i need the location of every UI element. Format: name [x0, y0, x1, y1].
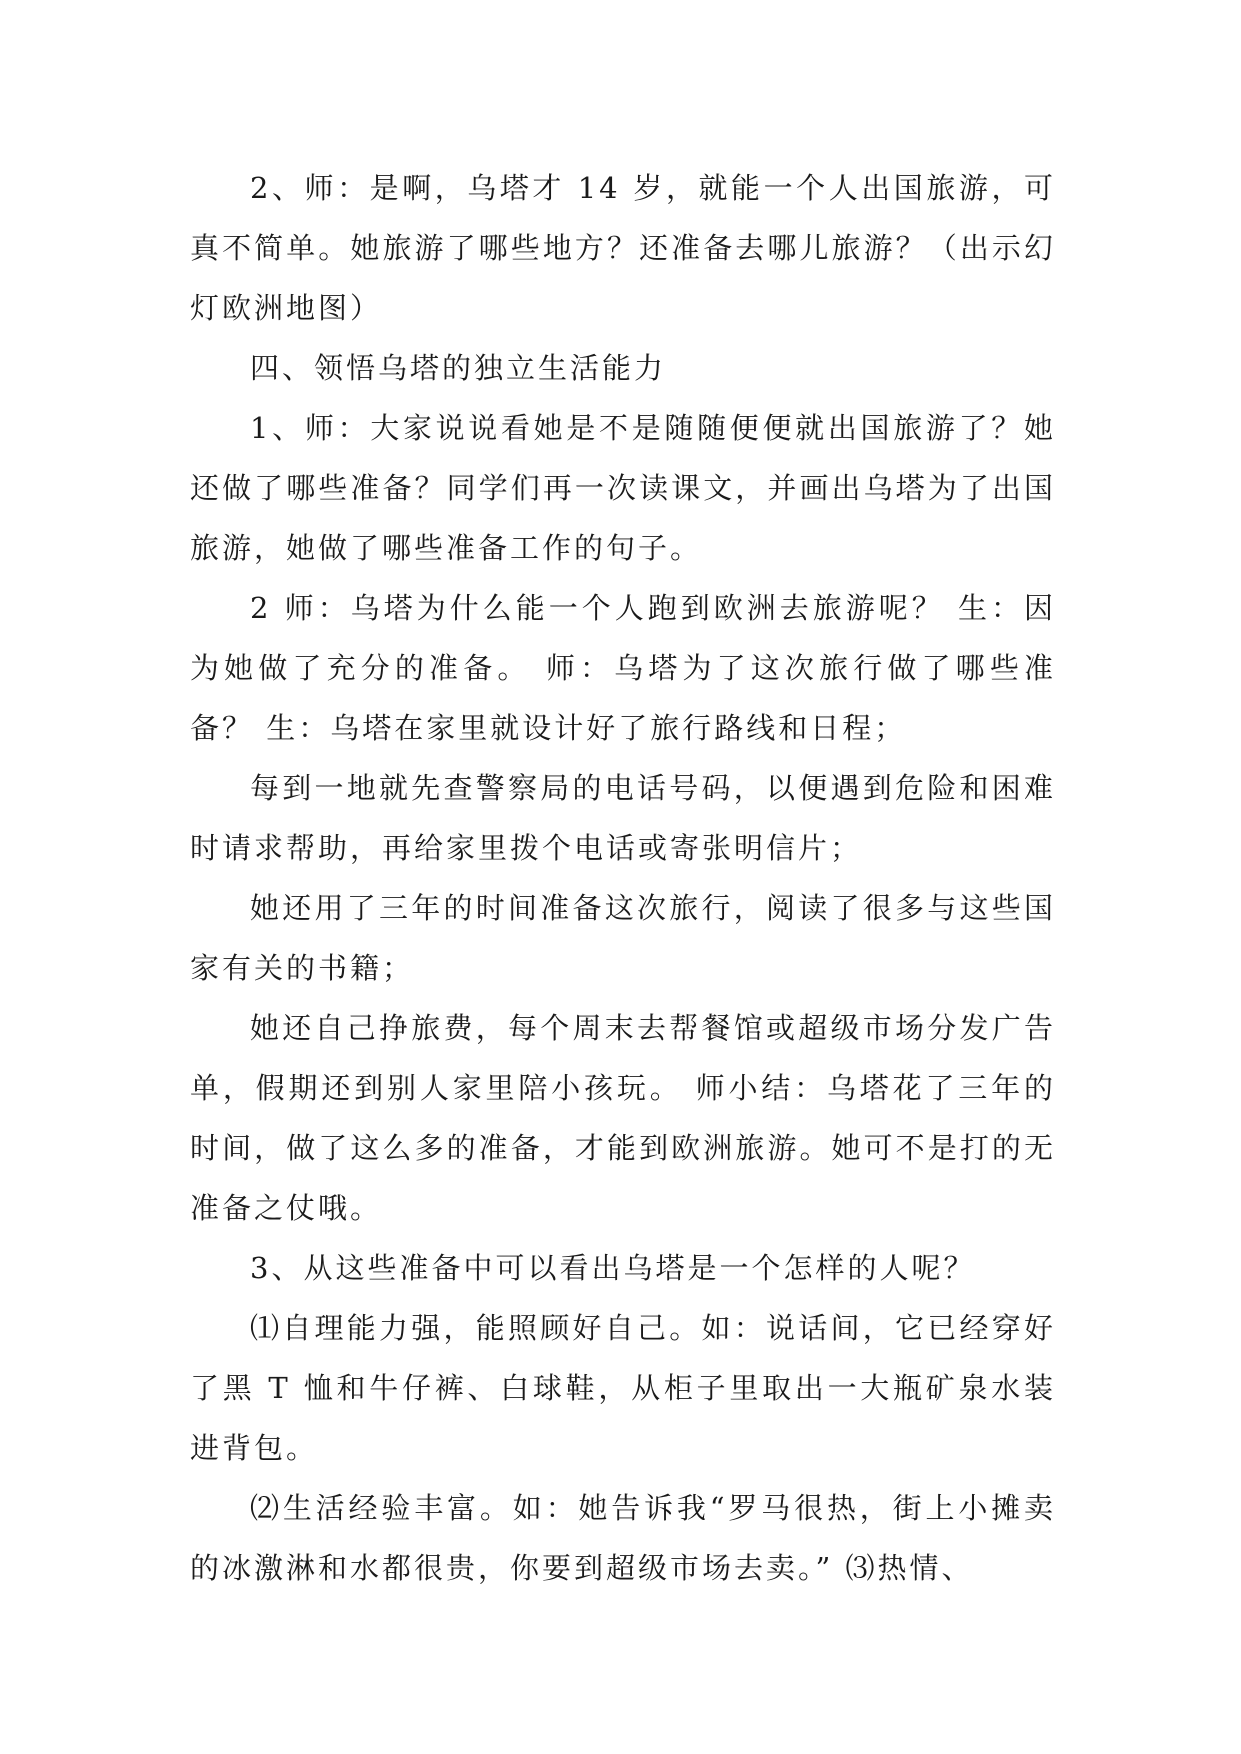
- paragraph-8: ⑴自理能力强，能照顾好自己。如：说话间，它已经穿好了黑 T 恤和牛仔裤、白球鞋，从柜子里取出一大瓶矿泉水装进背包。: [190, 1311, 1056, 1465]
- paragraph-4: 每到一地就先查警察局的电话号码，以便遇到危险和困难时请求帮助，再给家里拨个电话或寄张明信片；: [190, 771, 1056, 865]
- paragraph-7: 3、从这些准备中可以看出乌塔是一个怎样的人呢？: [250, 1251, 976, 1285]
- document-body: [190, 158, 1056, 1598]
- section-heading: 四、领悟乌塔的独立生活能力: [250, 351, 667, 385]
- paragraph-5: 她还用了三年的时间准备这次旅行，阅读了很多与这些国家有关的书籍；: [190, 891, 1056, 985]
- paragraph-2: 1、师：大家说说看她是不是随随便便就出国旅游了？她还做了哪些准备？同学们再一次读课文，并画出乌塔为了出国旅游，她做了哪些准备工作的句子。: [190, 411, 1056, 565]
- paragraph-9: ⑵生活经验丰富。如：她告诉我“罗马很热，街上小摊卖的冰激淋和水都很贵，你要到超级市场去卖。” ⑶热情、: [190, 1491, 1056, 1585]
- paragraph-6: 她还自己挣旅费，每个周末去帮餐馆或超级市场分发广告单，假期还到别人家里陪小孩玩。 师小结：乌塔花了三年的时间，做了这么多的准备，才能到欧洲旅游。她可不是打的无准备之仗哦。: [190, 1011, 1056, 1225]
- paragraph-3: 2 师：乌塔为什么能一个人跑到欧洲去旅游呢？ 生：因为她做了充分的准备。 师：乌塔为了这次旅行做了哪些准备？ 生：乌塔在家里就设计好了旅行路线和日程；: [190, 591, 1056, 745]
- paragraph-1: 2、师：是啊，乌塔才 14 岁，就能一个人出国旅游，可真不简单。她旅游了哪些地方？还准备去哪儿旅游？（出示幻灯欧洲地图）: [190, 171, 1056, 325]
